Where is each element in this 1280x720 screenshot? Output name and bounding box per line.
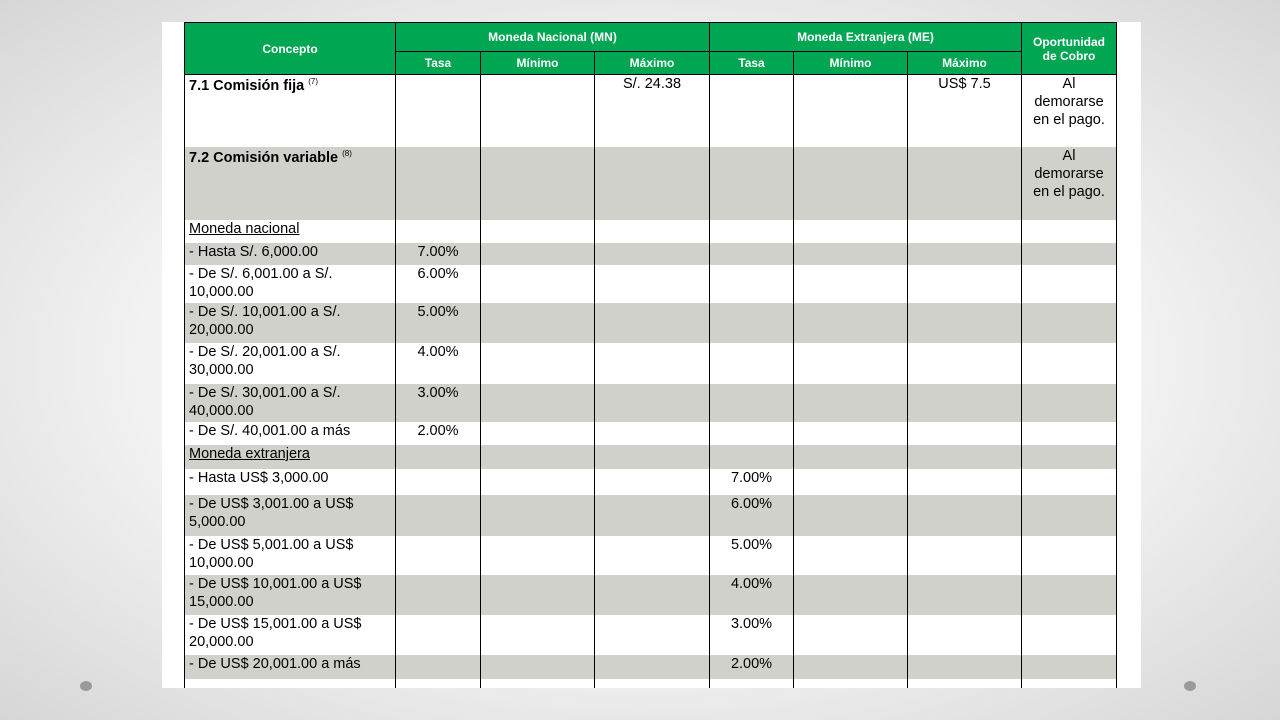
me-range: - De US$ 10,001.00 a US$ 15,000.00 (185, 575, 396, 615)
mn-rate: 4.00% (396, 343, 481, 384)
variable-commission-label: 7.2 Comisión variable $^{(8)}$ (185, 147, 396, 220)
mn-range: - De S/. 30,001.00 a S/. 40,000.00 (185, 384, 396, 422)
me-rate: 6.00% (710, 495, 794, 536)
header-concepto: Concepto (185, 23, 396, 75)
fixed-commission-me-max: US$ 7.5 (908, 75, 1022, 147)
me-section-label: Moneda extranjera (185, 445, 396, 469)
table-row (185, 655, 1117, 679)
table-row (185, 536, 1117, 575)
commission-table (184, 22, 1117, 688)
variable-commission-timing: Al demorarse en el pago. (1022, 147, 1117, 220)
fixed-commission-label: 7.1 Comisión fija $^{(7)}$ (185, 75, 396, 147)
mn-rate: 3.00% (396, 384, 481, 422)
table-row (185, 243, 1117, 265)
me-range: - De US$ 5,001.00 a US$ 10,000.00 (185, 536, 396, 575)
me-rate: 2.00% (710, 655, 794, 679)
mn-range: - De S/. 20,001.00 a S/. 30,000.00 (185, 343, 396, 384)
header-me-tasa: Tasa (710, 52, 794, 75)
header-mn-maximo: Máximo (595, 52, 710, 75)
me-range: - De US$ 15,001.00 a US$ 20,000.00 (185, 615, 396, 655)
row-me-section (185, 445, 1117, 469)
table-row (185, 384, 1117, 422)
header-mn-minimo: Mínimo (481, 52, 595, 75)
slide-bullet-left (80, 681, 92, 691)
document-page (162, 22, 1141, 688)
row-variable-commission (185, 147, 1117, 220)
header-me-minimo: Mínimo (794, 52, 908, 75)
table-row (185, 343, 1117, 384)
mn-rate: 2.00% (396, 422, 481, 445)
header-moneda-extranjera: Moneda Extranjera (ME) (710, 23, 1022, 52)
slide-bullet-right (1184, 681, 1196, 691)
table-row (185, 303, 1117, 343)
table-row (185, 265, 1117, 303)
header-oportunidad-cobro: Oportunidad de Cobro (1022, 23, 1117, 75)
me-range: - De US$ 20,001.00 a más (185, 655, 396, 679)
mn-rate: 6.00% (396, 265, 481, 303)
mn-range: - De S/. 6,001.00 a S/. 10,000.00 (185, 265, 396, 303)
table-row (185, 615, 1117, 655)
row-fixed-commission (185, 75, 1117, 147)
fixed-commission-timing: Al demorarse en el pago. (1022, 75, 1117, 147)
table-row-cutoff (185, 679, 1117, 689)
table-row (185, 469, 1117, 495)
table-row (185, 422, 1117, 445)
me-rate: 4.00% (710, 575, 794, 615)
me-range: - Hasta US$ 3,000.00 (185, 469, 396, 495)
header-me-maximo: Máximo (908, 52, 1022, 75)
mn-range: - Hasta S/. 6,000.00 (185, 243, 396, 265)
mn-rate: 5.00% (396, 303, 481, 343)
mn-range: - De S/. 40,001.00 a más (185, 422, 396, 445)
row-mn-section (185, 220, 1117, 243)
me-rate: 7.00% (710, 469, 794, 495)
me-rate: 3.00% (710, 615, 794, 655)
fixed-commission-mn-max: S/. 24.38 (595, 75, 710, 147)
table-row (185, 575, 1117, 615)
me-range: - De US$ 3,001.00 a US$ 5,000.00 (185, 495, 396, 536)
header-moneda-nacional: Moneda Nacional (MN) (396, 23, 710, 52)
me-rate: 5.00% (710, 536, 794, 575)
mn-section-label: Moneda nacional (185, 220, 396, 243)
mn-range: - De S/. 10,001.00 a S/. 20,000.00 (185, 303, 396, 343)
header-mn-tasa: Tasa (396, 52, 481, 75)
mn-rate: 7.00% (396, 243, 481, 265)
table-row (185, 495, 1117, 536)
